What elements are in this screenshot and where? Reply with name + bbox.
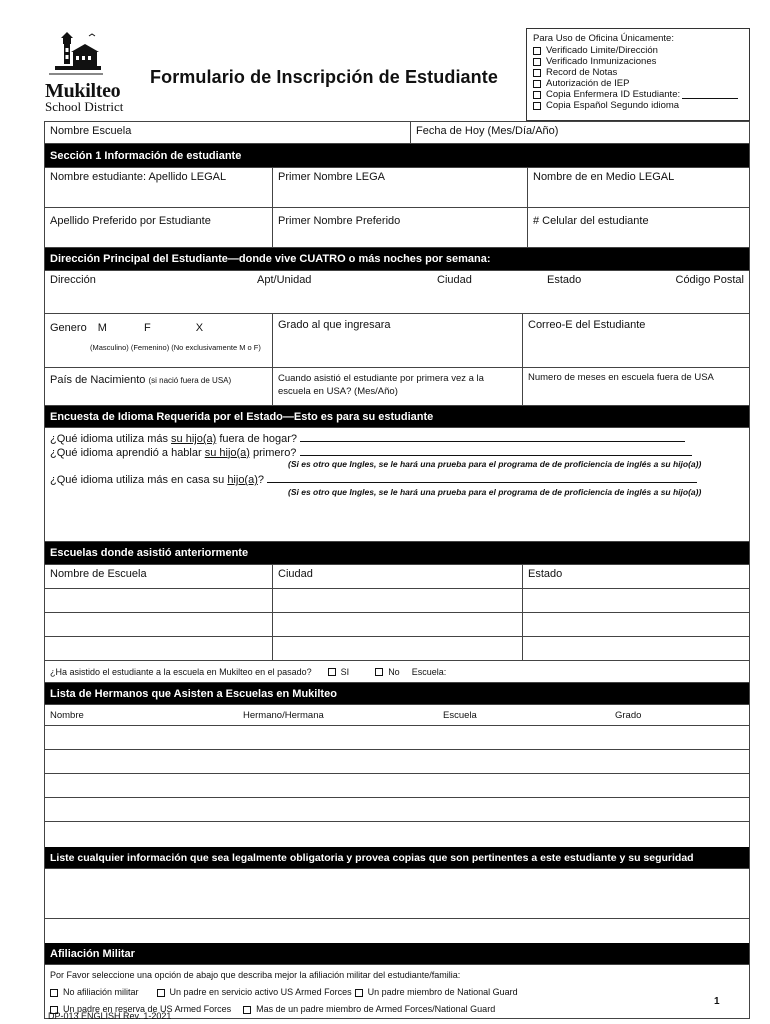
table-row[interactable] xyxy=(45,798,749,822)
table-row[interactable] xyxy=(45,726,749,750)
checkbox[interactable] xyxy=(533,102,541,110)
office-use-title: Para Uso de Oficina Únicamente: xyxy=(533,33,674,44)
yes-label: SI xyxy=(340,666,350,677)
language-note: (Si es otro que Ingles, se le hará una prueba para el programa de de proficiencia de inglés a su hijo(a)) xyxy=(288,459,702,469)
q-text: ¿Qué idioma utiliza más en casa su xyxy=(50,474,228,486)
checkbox[interactable] xyxy=(533,91,541,99)
previous-schools-header: Escuelas donde asistió anteriormente xyxy=(45,542,749,565)
nurse-id-line[interactable] xyxy=(682,90,738,99)
today-date-field[interactable] xyxy=(411,122,749,143)
grade-field[interactable] xyxy=(273,314,523,367)
field-label: Nombre de en Medio LEGAL xyxy=(533,171,675,183)
field-label: Numero de meses en escuela fuera de USA xyxy=(528,372,714,383)
attended-question: ¿Ha asistido el estudiante a la escuela en Mukilteo en el pasado? xyxy=(50,666,312,677)
q-text: su hijo(a) xyxy=(171,433,217,445)
form-title: Formulario de Inscripción de Estudiante xyxy=(150,67,498,87)
gender-m[interactable]: M xyxy=(97,322,107,334)
office-item: Record de Notas xyxy=(546,67,618,78)
logo-subtitle: School District xyxy=(45,99,124,114)
checkbox[interactable] xyxy=(533,58,541,66)
office-use-box xyxy=(526,28,750,121)
table-row[interactable] xyxy=(45,750,749,774)
option-label: No afiliación militar xyxy=(63,987,139,997)
student-email-field[interactable] xyxy=(523,314,749,367)
language-survey xyxy=(45,428,749,542)
enrollment-form xyxy=(44,121,750,1019)
lighthouse-icon xyxy=(45,30,105,80)
language-survey-header: Encuesta de Idioma Requerida por el Estado—Esto es para su estudiante xyxy=(45,406,749,428)
logo-name: Mukilteo xyxy=(45,80,121,102)
spacer xyxy=(45,919,749,943)
gender-label: Genero xyxy=(50,322,87,334)
siblings-header: Lista de Hermanos que Asisten a Escuelas en Mukilteo xyxy=(45,683,749,705)
state-label: Estado xyxy=(547,274,582,286)
q-text: su hijo(a) xyxy=(204,446,250,459)
attended-mukilteo-row xyxy=(45,661,749,683)
q-text: ¿Qué idioma utiliza más xyxy=(50,433,172,445)
answer-line[interactable] xyxy=(267,473,697,483)
table-row xyxy=(45,637,749,661)
spacer xyxy=(45,822,749,847)
option-label: Mas de un padre miembro de Armed Forces/National Guard xyxy=(256,1004,496,1014)
office-item: Copia Español Segundo idioma xyxy=(546,100,680,111)
col-header: Nombre de Escuela xyxy=(45,565,273,588)
table-cell[interactable] xyxy=(273,589,523,612)
military-instructions: Por Favor seleccione una opción de abajo que describa mejor la afiliación militar del estudiante/familia: xyxy=(50,970,461,980)
field-note: (si nació fuera de USA) xyxy=(148,376,232,385)
field-label: Fecha de Hoy (Mes/Día/Año) xyxy=(416,125,559,137)
legal-middle-name-field[interactable] xyxy=(528,168,749,207)
q-text: ? xyxy=(257,474,265,486)
option-label: Un padre en reserva de US Armed Forces xyxy=(63,1004,232,1014)
address-header: Dirección Principal del Estudiante—donde vive CUATRO o más noches por semana: xyxy=(45,248,749,271)
apt-label: Apt/Unidad xyxy=(257,274,312,286)
legal-last-name-field[interactable] xyxy=(45,168,273,207)
checkbox[interactable] xyxy=(533,69,541,77)
legal-info-header: Liste cualquier información que sea legalmente obligatoria y provea copias que son pertinentes a este estudiante y su seguridad xyxy=(45,847,749,869)
language-note: (Si es otro que Ingles, se le hará una prueba para el programa de de proficiencia de inglés a su hijo(a)) xyxy=(288,486,702,497)
table-cell[interactable] xyxy=(523,613,749,636)
table-cell[interactable] xyxy=(45,613,273,636)
gender-field[interactable] xyxy=(45,314,273,367)
yes-checkbox[interactable] xyxy=(328,668,336,676)
language-q2[interactable] xyxy=(50,446,744,460)
q-text: primero? xyxy=(249,446,297,459)
q-text: hijo(a) xyxy=(227,474,258,486)
field-label: Grado al que ingresara xyxy=(278,319,391,331)
table-cell[interactable] xyxy=(273,637,523,660)
field-label: Correo-E del Estudiante xyxy=(528,319,646,331)
field-label: Nombre Escuela xyxy=(50,125,132,137)
school-label: Escuela: xyxy=(411,666,447,677)
answer-line[interactable] xyxy=(300,432,685,442)
months-outside-usa-field[interactable] xyxy=(523,368,749,405)
q-text: ¿Qué idioma aprendió a hablar xyxy=(50,446,205,459)
office-item: Verificado Limite/Dirección xyxy=(546,45,658,56)
office-item: Copia Enfermera ID Estudiante: xyxy=(546,89,681,100)
address-row[interactable] xyxy=(45,271,749,314)
table-cell[interactable] xyxy=(45,589,273,612)
birth-country-field[interactable] xyxy=(45,368,273,405)
legal-first-name-field[interactable] xyxy=(273,168,528,207)
siblings-columns xyxy=(45,705,749,726)
language-q1[interactable] xyxy=(50,432,744,446)
legal-info-field[interactable] xyxy=(45,869,749,919)
district-logo xyxy=(45,30,145,113)
checkbox[interactable] xyxy=(243,1006,251,1014)
gender-f[interactable]: F xyxy=(144,322,151,334)
field-label: Primer Nombre LEGA xyxy=(278,171,385,183)
option-label: Un padre en servicio activo US Armed Forces xyxy=(169,987,352,997)
language-q3[interactable] xyxy=(50,473,744,487)
q-text: fuera de hogar? xyxy=(216,433,298,445)
table-cell[interactable] xyxy=(273,613,523,636)
checkbox[interactable] xyxy=(533,80,541,88)
option-label: Un padre miembro de National Guard xyxy=(367,987,518,997)
table-row xyxy=(45,589,749,613)
field-label: Apellido Preferido por Estudiante xyxy=(50,215,211,227)
zip-label: Código Postal xyxy=(675,274,744,286)
preferred-last-name-field[interactable] xyxy=(45,208,273,247)
section1-header: Sección 1 Información de estudiante xyxy=(45,144,749,168)
table-cell[interactable] xyxy=(523,637,749,660)
field-label: Primer Nombre Preferido xyxy=(278,215,401,227)
col-header: Escuela xyxy=(443,709,477,721)
col-header: Hermano/Hermana xyxy=(243,709,324,721)
checkbox[interactable] xyxy=(50,989,58,997)
gender-x[interactable]: X xyxy=(195,322,204,334)
checkbox[interactable] xyxy=(355,989,363,997)
col-header: Estado xyxy=(528,568,563,580)
table-row[interactable] xyxy=(45,774,749,798)
field-label: País de Nacimiento xyxy=(50,374,146,386)
no-label: No xyxy=(388,666,400,677)
preferred-first-name-field[interactable] xyxy=(273,208,528,247)
col-header: Grado xyxy=(615,709,642,721)
first-usa-school-field[interactable] xyxy=(273,368,523,405)
table-cell[interactable] xyxy=(523,589,749,612)
table-row xyxy=(45,613,749,637)
page-number: 1 xyxy=(714,996,720,1007)
address-label: Dirección xyxy=(50,274,96,286)
gender-legend: (Masculino) (Femenino) (No exclusivamente M o F) xyxy=(90,343,261,352)
col-header: Ciudad xyxy=(273,565,523,588)
no-checkbox[interactable] xyxy=(375,668,383,676)
table-cell[interactable] xyxy=(45,637,273,660)
student-cell-field[interactable] xyxy=(528,208,749,247)
office-item: Verificado Inmunizaciones xyxy=(546,56,657,67)
office-item: Autorización de IEP xyxy=(546,78,630,89)
military-header: Afiliación Militar xyxy=(45,943,749,965)
school-name-field[interactable] xyxy=(45,122,411,143)
field-label: Nombre estudiante: Apellido LEGAL xyxy=(50,171,227,183)
col-header: Nombre xyxy=(50,709,84,721)
checkbox[interactable] xyxy=(157,989,165,997)
answer-line[interactable] xyxy=(300,446,692,456)
form-code: DP-013 ENGLISH Rev. 1-2021 xyxy=(48,1011,172,1021)
field-label: # Celular del estudiante xyxy=(533,215,649,227)
checkbox[interactable] xyxy=(533,47,541,55)
city-label: Ciudad xyxy=(437,274,472,286)
field-label: Cuando asistió el estudiante por primera vez a la escuela en USA? (Mes/Año) xyxy=(278,373,484,397)
